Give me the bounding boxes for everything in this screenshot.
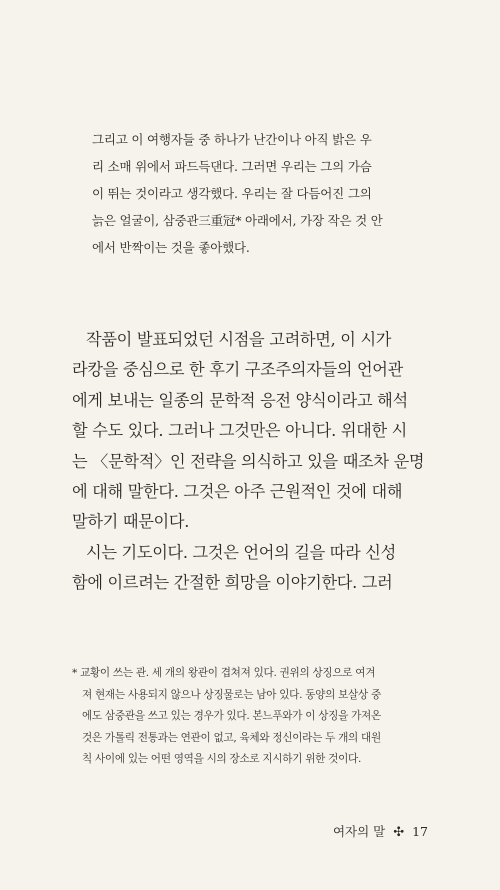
quote-line: 그리고 이 여행자들 중 하나가 난간이나 아직 밝은 우 bbox=[92, 132, 372, 147]
body-line: 할 수도 있다. 그러나 그것만은 아니다. 위대한 시 bbox=[72, 421, 408, 441]
footnote bbox=[72, 663, 428, 771]
footnote-line: 칙 사이에 있는 어떤 영역을 시의 장소로 지시하기 위한 것이다. bbox=[82, 753, 362, 765]
quoted-poem bbox=[92, 126, 414, 261]
footnote-line: 에도 삼중관을 쓰고 있는 경우가 있다. 본느푸와가 이 상징을 가져온 bbox=[82, 710, 381, 722]
quote-line: 리 소매 위에서 파드득댄다. 그러면 우리는 그의 가슴 bbox=[92, 159, 372, 174]
body-line: 시는 기도이다. 그것은 언어의 길을 따라 신성 bbox=[86, 542, 396, 562]
body-line: 에 대해 말한다. 그것은 아주 근원적인 것에 대해 bbox=[72, 482, 403, 502]
page-number: 17 bbox=[412, 824, 428, 839]
footnote-line: * 교황이 쓰는 관. 세 개의 왕관이 겹쳐져 있다. 권위의 상징으로 여겨 bbox=[72, 667, 376, 679]
body-line: 에게 보내는 일종의 문학적 응전 양식이라고 해석 bbox=[72, 390, 408, 410]
body-line: 말하기 때문이다. bbox=[72, 512, 190, 532]
quote-line: 늙은 얼굴이, 삼중관三重冠* 아래에서, 가장 작은 것 안 bbox=[92, 213, 383, 228]
footnote-line: 것은 가톨릭 전통과는 연관이 없고, 육체와 정신이라는 두 개의 대원 bbox=[82, 731, 381, 744]
body-line: 함에 이르려는 간절한 희망을 이야기한다. 그러 bbox=[72, 573, 393, 593]
body-line: 라캉을 중심으로 한 후기 구조주의자들의 언어관 bbox=[72, 360, 403, 380]
body-line: 는 〈문학적〉인 전략을 의식하고 있을 때조차 운명 bbox=[72, 451, 425, 471]
body-line: 작품이 발표되었던 시점을 고려하면, 이 시가 bbox=[86, 330, 392, 349]
footnote-line: 져 현재는 사용되지 않으나 상징물로는 남아 있다. 동양의 보살상 중 bbox=[82, 688, 381, 701]
body-text bbox=[72, 325, 428, 599]
quote-line: 에서 반짝이는 것을 좋아했다. bbox=[92, 240, 250, 255]
book-title: 여자의 말 bbox=[332, 824, 386, 839]
ornament-icon: ✣ bbox=[393, 825, 405, 840]
running-footer bbox=[333, 822, 428, 840]
quote-line: 이 뛰는 것이라고 생각했다. 우리는 잘 다듬어진 그의 bbox=[92, 186, 372, 201]
